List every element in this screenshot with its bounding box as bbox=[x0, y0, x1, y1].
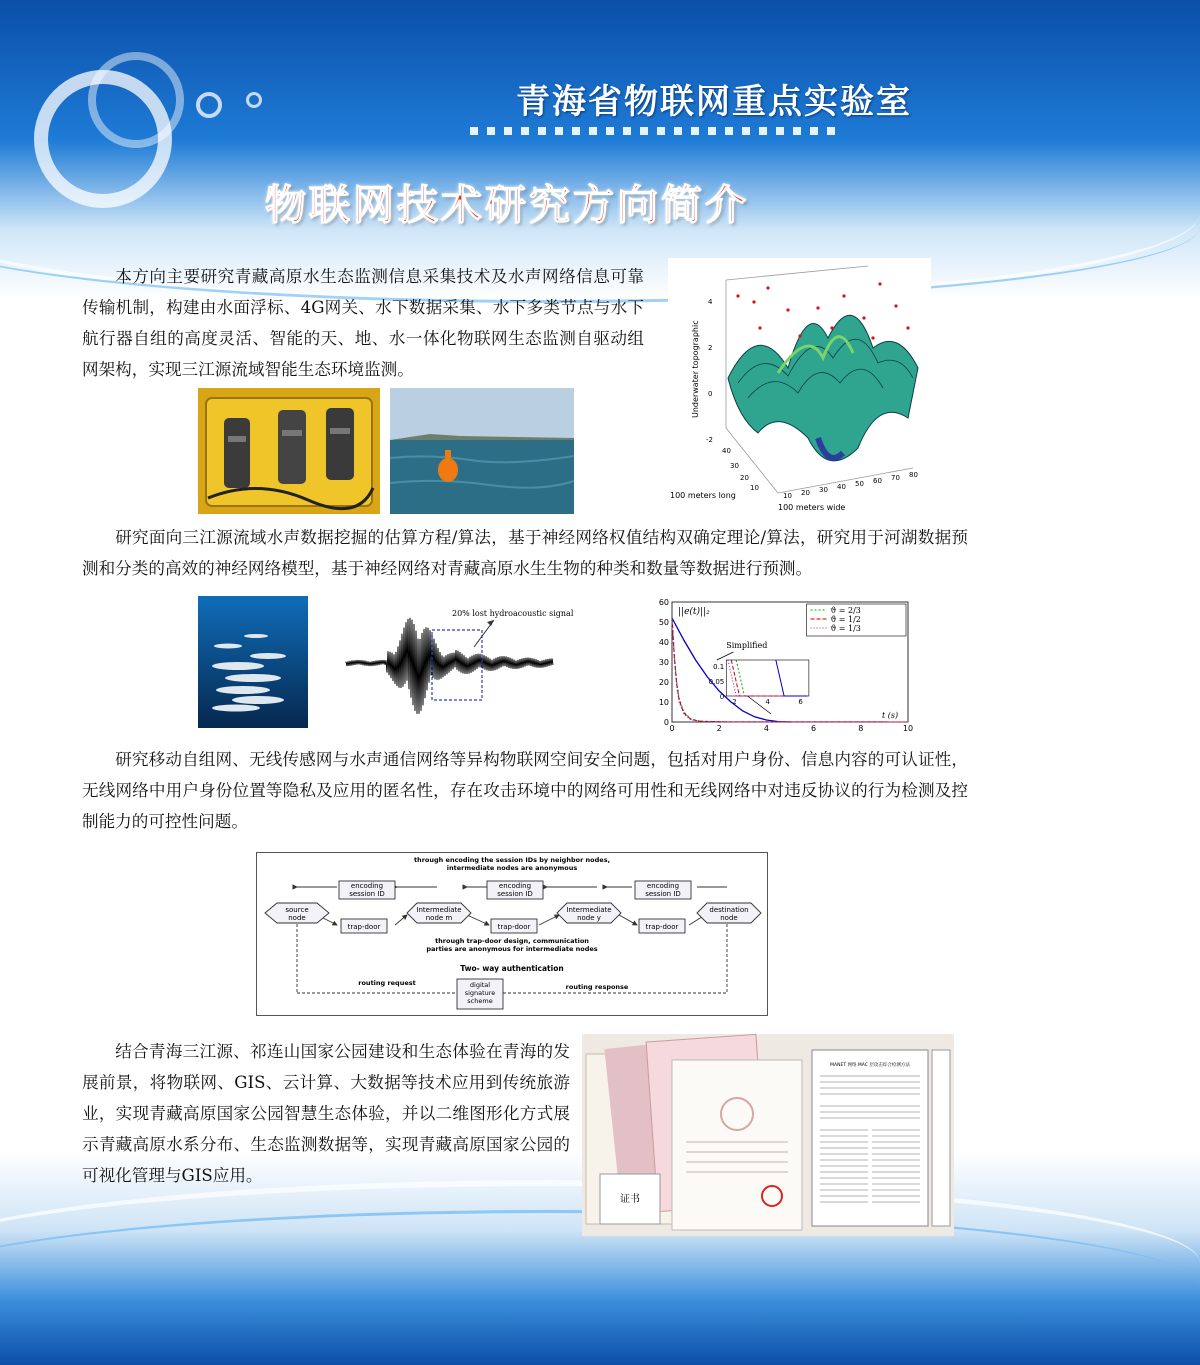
x-tick-label: 8 bbox=[858, 724, 864, 733]
decor-dot-row bbox=[470, 127, 835, 135]
y-tick: 60 bbox=[873, 477, 882, 485]
z-axis-label: Underwater topographic bbox=[691, 320, 700, 418]
x-tick: 40 bbox=[722, 447, 731, 455]
x-tick: 10 bbox=[750, 484, 759, 492]
x-tick-label: 10 bbox=[902, 724, 914, 733]
encoding-label: encoding bbox=[498, 882, 532, 890]
simplified-annotation: Simplified bbox=[726, 641, 768, 650]
encoding-label: session ID bbox=[645, 890, 681, 898]
y-tick: 50 bbox=[855, 480, 864, 488]
lab-name: 青海省物联网重点实验室 bbox=[516, 82, 912, 122]
trapdoor-label: trap-door bbox=[347, 923, 381, 931]
anonymous-routing-diagram bbox=[256, 852, 768, 1016]
diagram-caption-top: intermediate nodes are anonymous bbox=[446, 864, 578, 872]
source-node-label: node bbox=[288, 914, 306, 922]
y-tick-label: 50 bbox=[658, 618, 669, 627]
x-axis-label: 100 meters long bbox=[670, 491, 736, 500]
waveform-caption: 20% lost hydroacoustic signal bbox=[452, 609, 574, 618]
x-axis-label: t (s) bbox=[882, 711, 899, 720]
encoding-label: encoding bbox=[350, 882, 384, 890]
y-tick-label: 10 bbox=[658, 698, 669, 707]
y-tick-label: 0 bbox=[663, 718, 669, 727]
paper-title: MANET 网络 MAC 层攻击综合检测方法 bbox=[830, 1063, 910, 1068]
encoding-label: session ID bbox=[497, 890, 533, 898]
sensor-kit-photo bbox=[198, 388, 380, 514]
y-tick: 40 bbox=[837, 483, 846, 491]
certificate-title: 证书 bbox=[620, 1194, 640, 1205]
z-tick: 4 bbox=[708, 298, 713, 306]
x-tick-label: 4 bbox=[763, 724, 769, 733]
encoding-label: encoding bbox=[646, 882, 680, 890]
y-tick: 10 bbox=[783, 492, 792, 500]
node-m-label: node m bbox=[425, 914, 453, 922]
y-tick: 30 bbox=[819, 486, 828, 494]
trapdoor-label: trap-door bbox=[497, 923, 531, 931]
annotation-arrow bbox=[717, 652, 734, 660]
z-tick: -2 bbox=[706, 436, 713, 444]
destination-node-label: node bbox=[720, 914, 738, 922]
x-tick: 30 bbox=[730, 462, 739, 470]
inset-x-tick: 6 bbox=[798, 698, 803, 706]
inset-y-tick: 0 bbox=[719, 693, 725, 701]
legend-label: ϑ = 1/3 bbox=[830, 624, 861, 633]
auth-label: Two- way authentication bbox=[460, 964, 564, 973]
chart-title: ||e(t)||₂ bbox=[678, 607, 710, 617]
inset-y-tick: 0.05 bbox=[708, 678, 725, 686]
node-m-label: Intermediate bbox=[416, 906, 462, 914]
section-1-text: 本方向主要研究青藏高原水生态监测信息采集技术及水声网络信息可靠传输机制，构建由水面浮标、4G网关、水下数据采集、水下多类节点与水下航行器自组的高度灵活、智能的天、地、水一体化物联网生态监测自驱动组网架构，实现三江源流域智能生态环境监测。 bbox=[82, 267, 644, 379]
diagram-caption-top: through encoding the session IDs by neighbor nodes, bbox=[413, 856, 611, 864]
decor-ring-tiny bbox=[246, 92, 262, 108]
hydroacoustic-waveform bbox=[342, 602, 574, 724]
source-node-label: source bbox=[285, 906, 309, 914]
y-tick-label: 60 bbox=[658, 598, 669, 607]
y-tick-label: 20 bbox=[658, 678, 669, 687]
y-tick-label: 30 bbox=[658, 658, 669, 667]
diagram-caption-middle: through trap-door design, communication bbox=[435, 937, 589, 945]
legend-label: ϑ = 2/3 bbox=[830, 606, 861, 615]
fish-school-photo bbox=[198, 596, 308, 728]
destination-node-label: destination bbox=[709, 906, 749, 914]
page-title: 物联网技术研究方向简介 bbox=[265, 181, 749, 229]
y-tick-label: 40 bbox=[658, 638, 669, 647]
signature-label: signature bbox=[464, 989, 496, 997]
decor-ring-small bbox=[196, 92, 222, 118]
error-norm-chart bbox=[650, 596, 915, 736]
z-tick: 2 bbox=[708, 344, 713, 352]
decor-ring-medium bbox=[88, 52, 184, 148]
section-2-text: 研究面向三江源流域水声数据挖掘的估算方程/算法，基于神经网络权值结构双确定理论/算法，研究用于河湖数据预测和分类的高效的神经网络模型，基于神经网络对青藏高原水生生物的种类和数量等数据进行预测。 bbox=[82, 528, 968, 578]
signature-label: digital bbox=[469, 981, 491, 989]
y-tick: 80 bbox=[909, 471, 918, 479]
encoding-label: session ID bbox=[349, 890, 385, 898]
trapdoor-label: trap-door bbox=[645, 923, 679, 931]
routing-response-label: routing response bbox=[565, 983, 629, 991]
y-tick: 20 bbox=[801, 489, 810, 497]
y-tick: 70 bbox=[891, 474, 900, 482]
node-y-label: Intermediate bbox=[566, 906, 612, 914]
certificates-photo bbox=[582, 1034, 954, 1236]
signature-label: scheme bbox=[467, 997, 493, 1005]
underwater-surface-plot bbox=[668, 258, 931, 513]
buoy-photo bbox=[390, 388, 574, 514]
x-tick-label: 2 bbox=[716, 724, 722, 733]
section-3-text: 研究移动自组网、无线传感网与水声通信网络等异构物联网空间安全问题，包括对用户身份、信息内容的可认证性，无线网络中用户身份位置等隐私及应用的匿名性，存在攻击环境中的网络可用性和无线网络中对违反协议的行为检测及控制能力的可控性问题。 bbox=[82, 750, 968, 831]
inset-x-tick: 4 bbox=[765, 698, 770, 706]
z-tick: 0 bbox=[708, 390, 713, 398]
node-y-label: node y bbox=[577, 914, 601, 922]
routing-request-label: routing request bbox=[358, 979, 416, 987]
section-4-text: 结合青海三江源、祁连山国家公园建设和生态体验在青海的发展前景，将物联网、GIS、云计算、大数据等技术应用到传统旅游业，实现青藏高原国家公园智慧生态体验，并以二维图形化方式展示青藏高原水系分布、生态监测数据等，实现青藏高原国家公园的可视化管理与GIS应用。 bbox=[82, 1042, 570, 1185]
inset-x-tick: 2 bbox=[732, 698, 737, 706]
diagram-caption-middle: parties are anonymous for intermediate nodes bbox=[426, 945, 598, 953]
x-tick: 20 bbox=[740, 474, 749, 482]
x-tick-label: 6 bbox=[811, 724, 817, 733]
y-axis-label: 100 meters wide bbox=[778, 503, 846, 512]
inset-y-tick: 0.1 bbox=[713, 663, 725, 671]
legend-label: ϑ = 1/2 bbox=[830, 615, 861, 624]
x-tick-label: 0 bbox=[669, 724, 675, 733]
